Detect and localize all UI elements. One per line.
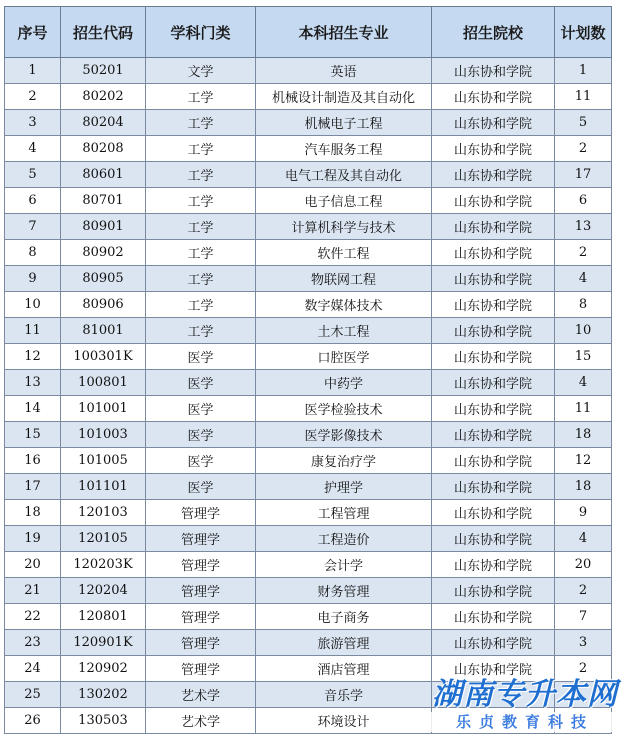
cell-school: 山东协和学院: [432, 578, 555, 604]
cell-index: 10: [5, 292, 61, 318]
cell-school: 山东协和学院: [432, 292, 555, 318]
table-row: [5, 370, 612, 396]
cell-quota: 11: [555, 84, 612, 110]
cell-category: 艺术学: [146, 708, 256, 734]
cell-index: 22: [5, 604, 61, 630]
header-row: [5, 7, 612, 58]
cell-category: 艺术学: [146, 682, 256, 708]
cell-code: 80601: [61, 162, 146, 188]
cell-index: 1: [5, 58, 61, 84]
header-index: 序号: [5, 7, 61, 58]
header-category: 学科门类: [146, 7, 256, 58]
cell-category: 医学: [146, 474, 256, 500]
cell-quota: 8: [555, 292, 612, 318]
cell-code: 80906: [61, 292, 146, 318]
cell-major: 汽车服务工程: [256, 136, 432, 162]
cell-major: 软件工程: [256, 240, 432, 266]
cell-code: 80901: [61, 214, 146, 240]
cell-index: 18: [5, 500, 61, 526]
cell-code: 101003: [61, 422, 146, 448]
table-row: [5, 396, 612, 422]
table-row: [5, 136, 612, 162]
cell-major: 机械设计制造及其自动化: [256, 84, 432, 110]
cell-category: 工学: [146, 214, 256, 240]
table-row: [5, 162, 612, 188]
cell-school: 山东协和学院: [432, 448, 555, 474]
header-major: 本科招生专业: [256, 7, 432, 58]
cell-index: 24: [5, 656, 61, 682]
cell-quota: 7: [555, 604, 612, 630]
table-row: [5, 240, 612, 266]
cell-school: 山东协和学院: [432, 188, 555, 214]
cell-school: 山东协和学院: [432, 266, 555, 292]
cell-major: 会计学: [256, 552, 432, 578]
cell-school: 山东协和学院: [432, 110, 555, 136]
cell-major: 医学影像技术: [256, 422, 432, 448]
cell-category: 管理学: [146, 500, 256, 526]
cell-category: 管理学: [146, 578, 256, 604]
cell-index: 5: [5, 162, 61, 188]
table-row: [5, 604, 612, 630]
cell-major: 工程管理: [256, 500, 432, 526]
cell-index: 17: [5, 474, 61, 500]
cell-index: 2: [5, 84, 61, 110]
cell-quota: 20: [555, 552, 612, 578]
cell-school: 山东协和学院: [432, 136, 555, 162]
cell-quota: 6: [555, 188, 612, 214]
table-row: [5, 318, 612, 344]
cell-quota: 2: [555, 656, 612, 682]
cell-school: 山东协和学院: [432, 474, 555, 500]
cell-code: 120902: [61, 656, 146, 682]
cell-major: 环境设计: [256, 708, 432, 734]
enrollment-plan-table: [4, 6, 612, 734]
cell-quota: 18: [555, 474, 612, 500]
table-row: [5, 526, 612, 552]
cell-school: 山东协和学院: [432, 344, 555, 370]
cell-index: 4: [5, 136, 61, 162]
cell-quota: 5: [555, 110, 612, 136]
cell-code: 120801: [61, 604, 146, 630]
table-row: [5, 344, 612, 370]
cell-major: 英语: [256, 58, 432, 84]
cell-category: 工学: [146, 110, 256, 136]
cell-quota: 17: [555, 162, 612, 188]
cell-category: 工学: [146, 84, 256, 110]
cell-quota: 4: [555, 370, 612, 396]
cell-code: 80202: [61, 84, 146, 110]
cell-quota: 4: [555, 266, 612, 292]
cell-code: 50201: [61, 58, 146, 84]
cell-school: 山东协和学院: [432, 422, 555, 448]
cell-index: 19: [5, 526, 61, 552]
cell-major: 康复治疗学: [256, 448, 432, 474]
cell-index: 16: [5, 448, 61, 474]
cell-category: 管理学: [146, 552, 256, 578]
cell-code: 100301K: [61, 344, 146, 370]
cell-index: 26: [5, 708, 61, 734]
cell-school: 山东协和学院: [432, 58, 555, 84]
cell-quota: 2: [555, 136, 612, 162]
table-row: [5, 84, 612, 110]
table-body: [5, 58, 612, 734]
cell-school: 山东协和学院: [432, 318, 555, 344]
cell-quota: 4: [555, 526, 612, 552]
cell-major: 口腔医学: [256, 344, 432, 370]
table-row: [5, 422, 612, 448]
cell-index: 21: [5, 578, 61, 604]
cell-category: 医学: [146, 396, 256, 422]
cell-code: 100801: [61, 370, 146, 396]
header-code: 招生代码: [61, 7, 146, 58]
cell-major: 旅游管理: [256, 630, 432, 656]
cell-school: 山东协和学院: [432, 500, 555, 526]
cell-major: 数字媒体技术: [256, 292, 432, 318]
table-row: [5, 214, 612, 240]
cell-major: 物联网工程: [256, 266, 432, 292]
watermark-subtitle: 乐贞教育科技: [425, 712, 625, 732]
cell-index: 15: [5, 422, 61, 448]
watermark-logo: [425, 678, 625, 732]
table-row: [5, 578, 612, 604]
cell-category: 工学: [146, 266, 256, 292]
cell-index: 9: [5, 266, 61, 292]
cell-quota: 2: [555, 240, 612, 266]
cell-category: 医学: [146, 448, 256, 474]
cell-category: 工学: [146, 188, 256, 214]
cell-index: 7: [5, 214, 61, 240]
cell-code: 120204: [61, 578, 146, 604]
cell-index: 20: [5, 552, 61, 578]
cell-quota: 15: [555, 344, 612, 370]
cell-category: 工学: [146, 136, 256, 162]
table-row: [5, 500, 612, 526]
cell-major: 中药学: [256, 370, 432, 396]
cell-school: 山东协和学院: [432, 526, 555, 552]
cell-code: 101001: [61, 396, 146, 422]
cell-index: 3: [5, 110, 61, 136]
cell-school: 山东协和学院: [432, 84, 555, 110]
cell-code: 130503: [61, 708, 146, 734]
cell-index: 12: [5, 344, 61, 370]
cell-major: 电子商务: [256, 604, 432, 630]
cell-school: 山东协和学院: [432, 552, 555, 578]
header-school: 招生院校: [432, 7, 555, 58]
table-row: [5, 292, 612, 318]
cell-quota: 1: [555, 58, 612, 84]
cell-code: 120901K: [61, 630, 146, 656]
cell-school: 山东协和学院: [432, 656, 555, 682]
cell-category: 管理学: [146, 604, 256, 630]
cell-category: 管理学: [146, 630, 256, 656]
cell-school: 山东协和学院: [432, 604, 555, 630]
table-row: [5, 448, 612, 474]
cell-quota: 2: [555, 578, 612, 604]
cell-school: 山东协和学院: [432, 370, 555, 396]
table-row: [5, 188, 612, 214]
cell-quota: 9: [555, 500, 612, 526]
watermark-title: 湖南专升本网: [432, 677, 618, 712]
cell-major: 电子信息工程: [256, 188, 432, 214]
cell-quota: 10: [555, 318, 612, 344]
cell-index: 23: [5, 630, 61, 656]
cell-quota: 3: [555, 630, 612, 656]
cell-category: 工学: [146, 318, 256, 344]
cell-quota: 18: [555, 422, 612, 448]
cell-category: 工学: [146, 162, 256, 188]
cell-code: 80208: [61, 136, 146, 162]
cell-major: 财务管理: [256, 578, 432, 604]
cell-major: 计算机科学与技术: [256, 214, 432, 240]
header-quota: 计划数: [555, 7, 612, 58]
cell-major: 医学检验技术: [256, 396, 432, 422]
cell-quota: 13: [555, 214, 612, 240]
cell-school: 山东协和学院: [432, 214, 555, 240]
cell-major: 工程造价: [256, 526, 432, 552]
cell-code: 120105: [61, 526, 146, 552]
cell-index: 14: [5, 396, 61, 422]
cell-category: 医学: [146, 344, 256, 370]
cell-category: 文学: [146, 58, 256, 84]
cell-quota: 11: [555, 396, 612, 422]
cell-category: 医学: [146, 422, 256, 448]
cell-category: 工学: [146, 292, 256, 318]
cell-code: 120103: [61, 500, 146, 526]
cell-index: 11: [5, 318, 61, 344]
cell-code: 80902: [61, 240, 146, 266]
cell-code: 80905: [61, 266, 146, 292]
cell-code: 101005: [61, 448, 146, 474]
table-row: [5, 266, 612, 292]
cell-school: 山东协和学院: [432, 240, 555, 266]
table-row: [5, 58, 612, 84]
cell-code: 120203K: [61, 552, 146, 578]
cell-code: 101101: [61, 474, 146, 500]
cell-category: 管理学: [146, 526, 256, 552]
cell-index: 6: [5, 188, 61, 214]
cell-school: 山东协和学院: [432, 396, 555, 422]
cell-code: 80204: [61, 110, 146, 136]
table-row: [5, 110, 612, 136]
cell-category: 工学: [146, 240, 256, 266]
cell-index: 25: [5, 682, 61, 708]
cell-code: 81001: [61, 318, 146, 344]
cell-major: 土木工程: [256, 318, 432, 344]
cell-code: 80701: [61, 188, 146, 214]
cell-index: 13: [5, 370, 61, 396]
table-row: [5, 552, 612, 578]
cell-code: 130202: [61, 682, 146, 708]
cell-major: 酒店管理: [256, 656, 432, 682]
cell-category: 医学: [146, 370, 256, 396]
cell-school: 山东协和学院: [432, 630, 555, 656]
cell-school: 山东协和学院: [432, 162, 555, 188]
table-row: [5, 474, 612, 500]
cell-major: 护理学: [256, 474, 432, 500]
cell-major: 音乐学: [256, 682, 432, 708]
cell-category: 管理学: [146, 656, 256, 682]
cell-major: 机械电子工程: [256, 110, 432, 136]
cell-index: 8: [5, 240, 61, 266]
table-row: [5, 630, 612, 656]
cell-major: 电气工程及其自动化: [256, 162, 432, 188]
cell-quota: 12: [555, 448, 612, 474]
